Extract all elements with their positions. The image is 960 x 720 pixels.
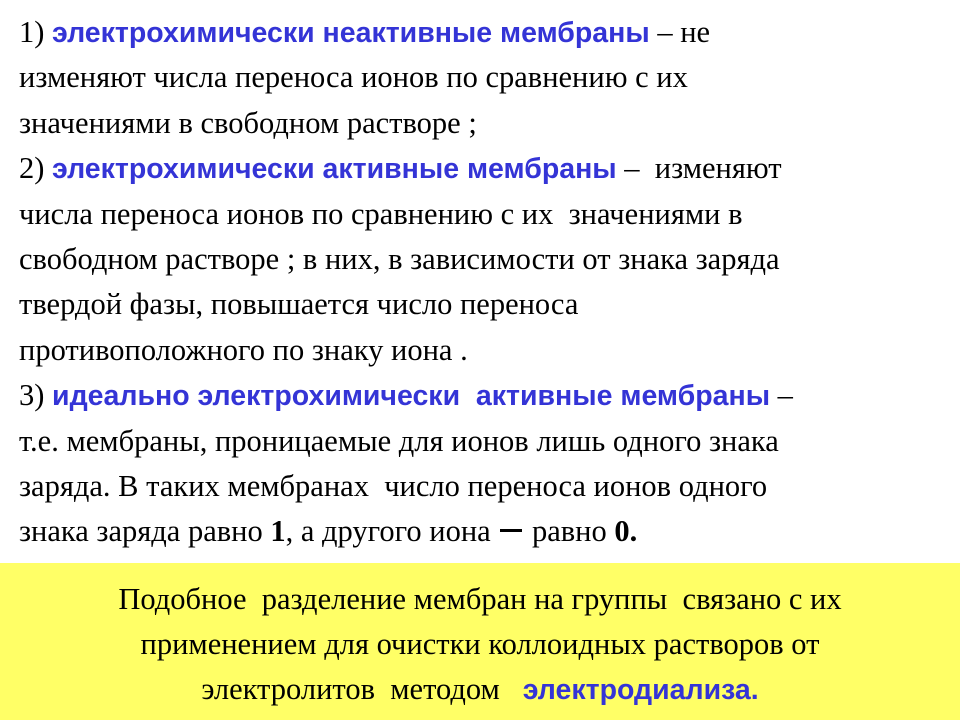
banner-line-1: Подобное разделение мембран на группы связано с их — [118, 582, 842, 616]
item-1-number: 1) — [19, 15, 45, 49]
item-1-line-3: значениями в свободном растворе ; — [19, 105, 477, 140]
item-2-line-3: свободном растворе ; в них, в зависимости от знака заряда — [19, 241, 780, 276]
banner-term: электродиализа. — [522, 674, 759, 706]
item-1-term: электрохимически неактивные мембраны — [52, 17, 650, 49]
banner-line-3-pre: электролитов методом — [201, 672, 523, 706]
highlight-banner — [0, 563, 960, 720]
item-2-term: электрохимически активные мембраны — [52, 153, 617, 186]
item-3-number: 3) — [19, 378, 45, 413]
banner-line-2: применением для очистки коллоидных растворов от — [140, 627, 820, 661]
item-3-line-4 — [19, 509, 949, 554]
transport-number-one: 1 — [270, 514, 286, 549]
item-1-line-1 — [19, 10, 949, 55]
banner-text — [0, 577, 960, 713]
item-3-last-mid: , а другого иона — [285, 514, 499, 549]
transport-number-zero: 0. — [614, 514, 638, 549]
item-2-line-4: твердой фазы, повышается число переноса — [19, 287, 579, 322]
item-3-line-2: т.е. мембраны, проницаемые для ионов лишь одного знака — [19, 423, 779, 458]
item-2-line-1 — [19, 146, 949, 191]
dash-mark — [500, 529, 522, 532]
item-3-last-post: равно — [524, 514, 615, 549]
item-2-number: 2) — [19, 151, 45, 186]
item-2-line-5: противоположного по знаку иона . — [19, 332, 468, 367]
item-1-line-1-rest: – не — [649, 15, 711, 49]
item-2-line-1-rest: – изменяют — [616, 151, 782, 186]
item-2-line-2: числа переноса ионов по сравнению с их значениями в — [19, 196, 743, 231]
item-3-line-1 — [19, 373, 949, 418]
banner-line-3 — [0, 667, 960, 713]
item-3-term: идеально электрохимически активные мембраны — [52, 380, 771, 413]
item-3-line-1-rest: – — [770, 378, 793, 413]
item-1-line-2: изменяют числа переноса ионов по сравнению с их — [19, 60, 688, 95]
item-3-line-3: заряда. В таких мембранах число переноса ионов одного — [19, 468, 768, 503]
main-text — [19, 10, 949, 555]
item-3-last-pre: знака заряда равно — [19, 514, 271, 549]
